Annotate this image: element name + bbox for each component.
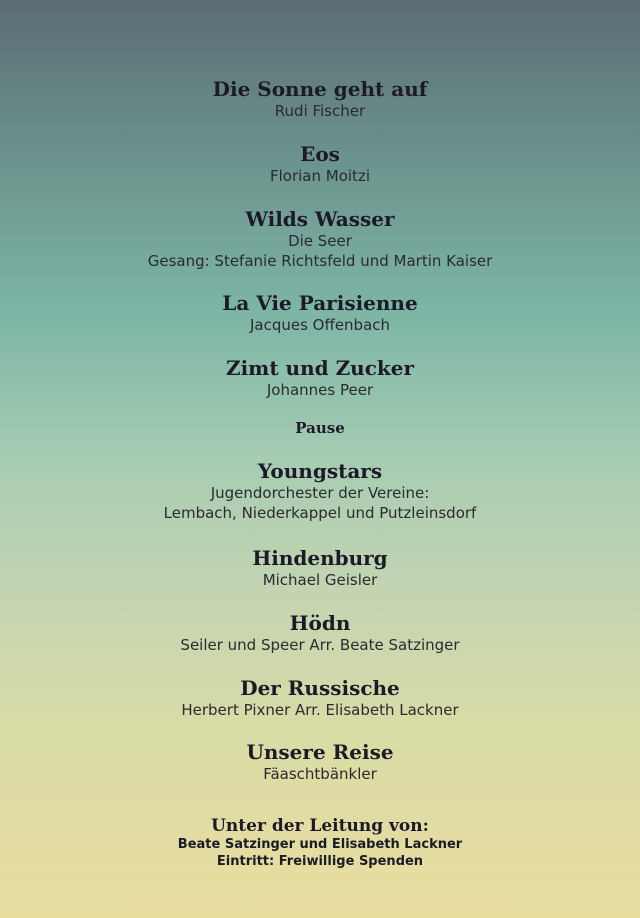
program-item-wilds-wasser <box>0 207 640 271</box>
program-footer <box>0 816 640 870</box>
pause-label: Pause <box>295 419 345 437</box>
program-item-hoedn <box>0 611 640 655</box>
piece-composer: Florian Moitzi <box>270 167 370 185</box>
piece-ensemble: Jugendorchester der Vereine: <box>210 484 430 502</box>
piece-composer: Herbert Pixner Arr. Elisabeth Lackner <box>181 701 459 719</box>
conductor-names: Beate Satzinger und Elisabeth Lackner <box>177 837 463 852</box>
piece-title: Zimt und Zucker <box>225 356 415 380</box>
piece-composer: Jacques Offenbach <box>249 316 391 334</box>
piece-composer: Johannes Peer <box>266 381 374 399</box>
program-item-youngstars <box>0 459 640 523</box>
piece-composer: Die Seer <box>288 232 352 250</box>
piece-composer: Michael Geisler <box>262 571 378 589</box>
program-item-la-vie-parisienne <box>0 291 640 335</box>
piece-title: Hödn <box>289 611 351 635</box>
program-item-eos <box>0 142 640 186</box>
program-item-zimt-und-zucker <box>0 356 640 400</box>
piece-title: Eos <box>300 142 340 166</box>
piece-title: Youngstars <box>257 459 383 483</box>
piece-composer: Fäaschtbänkler <box>263 765 377 783</box>
piece-title: Wilds Wasser <box>245 207 395 231</box>
admission-info: Eintritt: Freiwillige Spenden <box>216 854 424 869</box>
piece-title: La Vie Parisienne <box>222 291 418 315</box>
program-item-hindenburg <box>0 546 640 590</box>
piece-title: Der Russische <box>240 676 400 700</box>
piece-title: Die Sonne geht auf <box>212 77 428 101</box>
piece-title: Unsere Reise <box>246 740 394 764</box>
program-item-die-sonne-geht-auf <box>0 77 640 121</box>
piece-title: Hindenburg <box>252 546 388 570</box>
program-item-unsere-reise <box>0 740 640 784</box>
piece-composer: Rudi Fischer <box>274 102 366 120</box>
piece-composer: Seiler und Speer Arr. Beate Satzinger <box>180 636 460 654</box>
piece-vocals: Gesang: Stefanie Richtsfeld und Martin Kaiser <box>147 252 493 270</box>
piece-ensemble-members: Lembach, Niederkappel und Putzleinsdorf <box>163 504 477 522</box>
conductor-heading: Unter der Leitung von: <box>211 816 429 836</box>
program-item-der-russische <box>0 676 640 720</box>
